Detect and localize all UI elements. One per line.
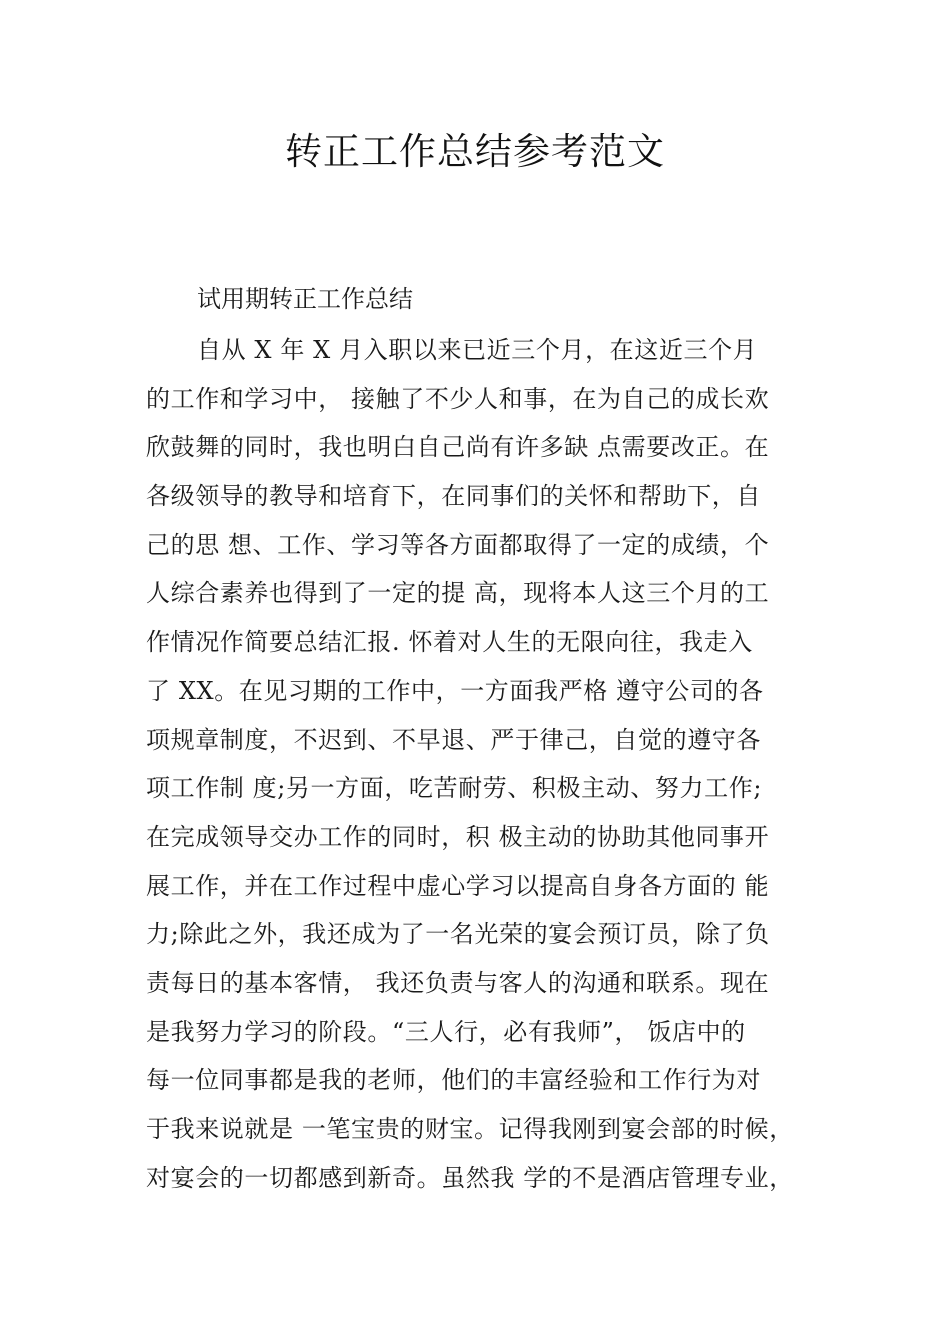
body-line: 责每日的基本客情， 我还负责与客人的沟通和联系。现在: [146, 968, 770, 997]
body-line: 欣鼓舞的同时，我也明白自己尚有许多缺 点需要改正。在: [146, 433, 770, 462]
body-line: 力;除此之外，我还成为了一名光荣的宴会预订员，除了负: [146, 920, 770, 949]
body-line: 是我努力学习的阶段。“三人行，必有我师”， 饭店中的: [146, 1017, 746, 1046]
body-line: 自从 X 年 X 月入职以来已近三个月，在这近三个月: [197, 336, 758, 364]
body-line: 对宴会的一切都感到新奇。虽然我 学的不是酒店管理专业，: [146, 1163, 794, 1192]
body-line: 展工作，并在工作过程中虚心学习以提高自身各方面的 能: [146, 871, 770, 900]
document-subtitle: 试用期转正工作总结: [197, 285, 413, 313]
body-line: 每一位同事都是我的老师，他们的丰富经验和工作行为对: [146, 1066, 761, 1095]
body-line: 了 XX。在见习期的工作中，一方面我严格 遵守公司的各: [146, 676, 764, 705]
body-line: 项工作制 度;另一方面，吃苦耐劳、积极主动、努力工作;: [146, 774, 762, 803]
body-line: 人综合素养也得到了一定的提 高，现将本人这三个月的工: [146, 579, 770, 608]
document-title: 转正工作总结参考范文: [285, 130, 665, 173]
body-line: 于我来说就是 一笔宝贵的财宝。记得我刚到宴会部的时候，: [146, 1115, 794, 1143]
body-line: 在完成领导交办工作的同时，积 极主动的协助其他同事开: [146, 822, 770, 851]
body-line: 的工作和学习中， 接触了不少人和事，在为自己的成长欢: [146, 384, 770, 413]
body-line: 作情况作简要总结汇报. 怀着对人生的无限向往，我走入: [146, 628, 753, 657]
document-body: [146, 330, 836, 1206]
body-line: 项规章制度，不迟到、不早退、严于律己，自觉的遵守各: [146, 725, 761, 754]
body-line: 己的思 想、工作、学习等各方面都取得了一定的成绩，个: [146, 530, 770, 559]
body-line: 各级领导的教导和培育下，在同事们的关怀和帮助下，自: [146, 482, 761, 511]
